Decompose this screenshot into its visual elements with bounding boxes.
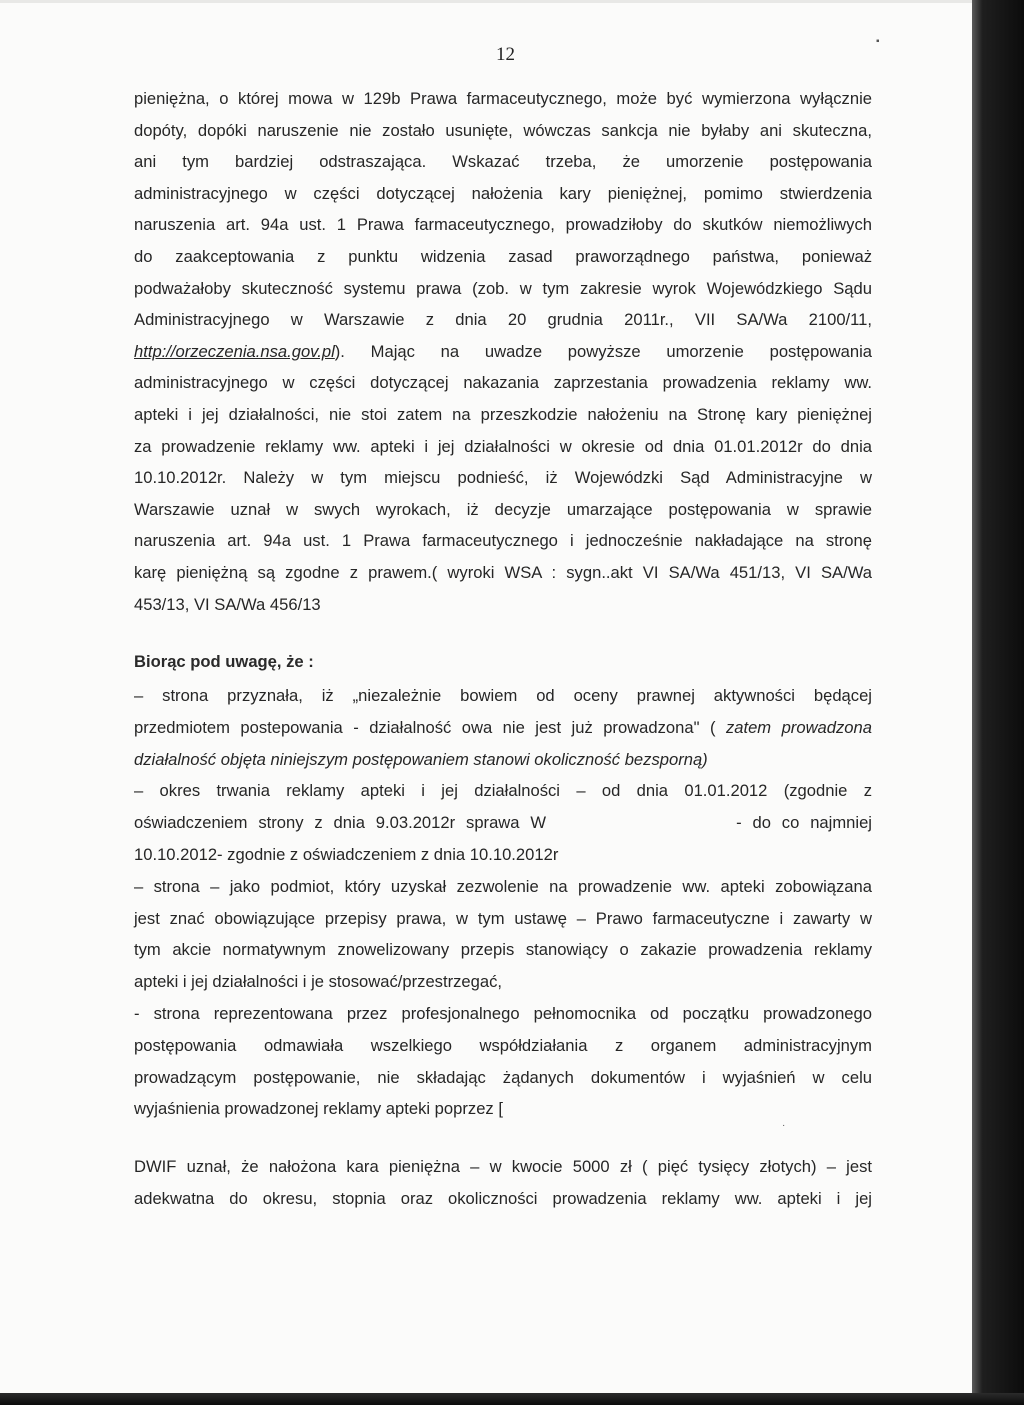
text-line: 10.10.2012r. Należy w tym miejscu podnieść, iż Wojewódzki Sąd Administracyjne w: [134, 468, 872, 488]
scan-edge-bottom: [0, 1393, 1024, 1405]
list-item-italic-text: zatem prowadzona: [725, 717, 872, 737]
text-line: naruszenia art. 94a ust. 1 Prawa farmaceutycznego, prowadziłoby do skutków niemożliwych: [134, 215, 872, 235]
scan-edge-top: [0, 0, 972, 3]
paragraph-final: [134, 1151, 872, 1214]
scan-edge-right: [972, 0, 1024, 1405]
text-line: adekwatna do okresu, stopnia oraz okoliczności prowadzenia reklamy ww. apteki i jej: [134, 1188, 872, 1208]
text-line: naruszenia art. 94a ust. 1 Prawa farmaceutycznego i jednocześnie nakładające na stronę: [134, 531, 872, 551]
text-line-with-link: [134, 336, 872, 368]
text-line: administracyjnego w części dotyczącej nałożenia kary pieniężnej, pomimo stwierdzenia: [134, 183, 872, 203]
list-item-text: - do co najmniej: [736, 813, 872, 833]
link-suffix: ). Mając na uwadze powyższe umorzenie postępowania: [334, 341, 872, 361]
text-line: DWIF uznał, że nałożona kara pieniężna – w kwocie 5000 zł ( pięć tysięcy złotych) – jest: [134, 1157, 872, 1176]
page-number: 12: [496, 44, 515, 65]
citation-link[interactable]: http://orzeczenia.nsa.gov.pl: [134, 341, 335, 361]
list-item-line-redacted: [134, 807, 872, 839]
list-item-line: - strona reprezentowana przez profesjonalnego pełnomocnika od początku prowadzonego: [134, 1003, 872, 1023]
text-line: Administracyjnego w Warszawie z dnia 20 grudnia 2011r., VII SA/Wa 2100/11,: [134, 310, 872, 330]
text-line: dopóty, dopóki naruszenie nie zostało usunięte, wówczas sankcja nie byłaby ani skuteczna,: [134, 120, 872, 140]
text-line: do zaakceptowania z punktu widzenia zasad praworządnego państwa, ponieważ: [134, 246, 872, 266]
text-line: apteki i jej działalności, nie stoi zatem na przeszkodzie nałożeniu na Stronę kary pieniężnej: [134, 404, 872, 424]
scan-speck: ▪: [876, 36, 880, 47]
list-item-line: postępowania odmawiała wszelkiego współdziałania z organem administracyjnym: [134, 1035, 872, 1055]
list-item-line: tym akcie normatywnym znowelizowany przepis stanowiący o zakazie prowadzenia reklamy: [134, 940, 872, 960]
text-line: pieniężna, o której mowa w 129b Prawa farmaceutycznego, może być wymierzona wyłącznie: [134, 89, 872, 108]
text-line: podważałoby skuteczność systemu prawa (zob. w tym zakresie wyrok Wojewódzkiego Sądu: [134, 278, 872, 298]
list-item-line: – okres trwania reklamy apteki i jej działalności – od dnia 01.01.2012 (zgodnie z: [134, 781, 872, 801]
list-item-text: oświadczeniem strony z dnia 9.03.2012r sprawa W: [134, 813, 547, 833]
list-item-line: apteki i jej działalności i je stosować/przestrzegać,: [134, 972, 502, 992]
list-item-line: wyjaśnienia prowadzonej reklamy apteki poprzez [: [134, 1099, 503, 1119]
considerations-list: [134, 680, 872, 1125]
list-item-line: działalność objęta niniejszym postępowaniem stanowi okoliczność bezsporną): [134, 749, 708, 769]
section-heading: Biorąc pod uwagę, że :: [134, 652, 314, 671]
text-line: za prowadzenie reklamy ww. apteki i jej działalności w okresie od dnia 01.01.2012r do dnia: [134, 436, 872, 456]
list-item-line: [134, 712, 872, 744]
scan-speck: ·: [782, 1120, 786, 1131]
paragraph-main: [134, 83, 872, 620]
list-item-line: prowadzącym postępowanie, nie składając żądanych dokumentów i wyjaśnień w celu: [134, 1067, 872, 1087]
list-item-line: – strona – jako podmiot, który uzyskał zezwolenie na prowadzenie ww. apteki zobowiązana: [134, 876, 872, 896]
list-item-line: – strona przyznała, iż „niezależnie bowiem od oceny prawnej aktywności będącej: [134, 686, 872, 705]
text-line: administracyjnego w części dotyczącej nakazania zaprzestania prowadzenia reklamy ww.: [134, 373, 872, 393]
text-line: 453/13, VI SA/Wa 456/13: [134, 594, 321, 614]
text-line: Warszawie uznał w swych wyrokach, iż decyzje umarzające postępowania w sprawie: [134, 499, 872, 519]
list-item-line: 10.10.2012- zgodnie z oświadczeniem z dnia 10.10.2012r: [134, 844, 559, 864]
list-item-line: jest znać obowiązujące przepisy prawa, w tym ustawę – Prawo farmaceutyczne i zawarty w: [134, 908, 872, 928]
text-line: karę pieniężną są zgodne z prawem.( wyroki WSA : sygn..akt VI SA/Wa 451/13, VI SA/Wa: [134, 562, 872, 582]
text-line: ani tym bardziej odstraszająca. Wskazać trzeba, że umorzenie postępowania: [134, 152, 872, 172]
list-item-text: przedmiotem postepowania - działalność owa nie jest już prowadzona" (: [134, 717, 726, 737]
